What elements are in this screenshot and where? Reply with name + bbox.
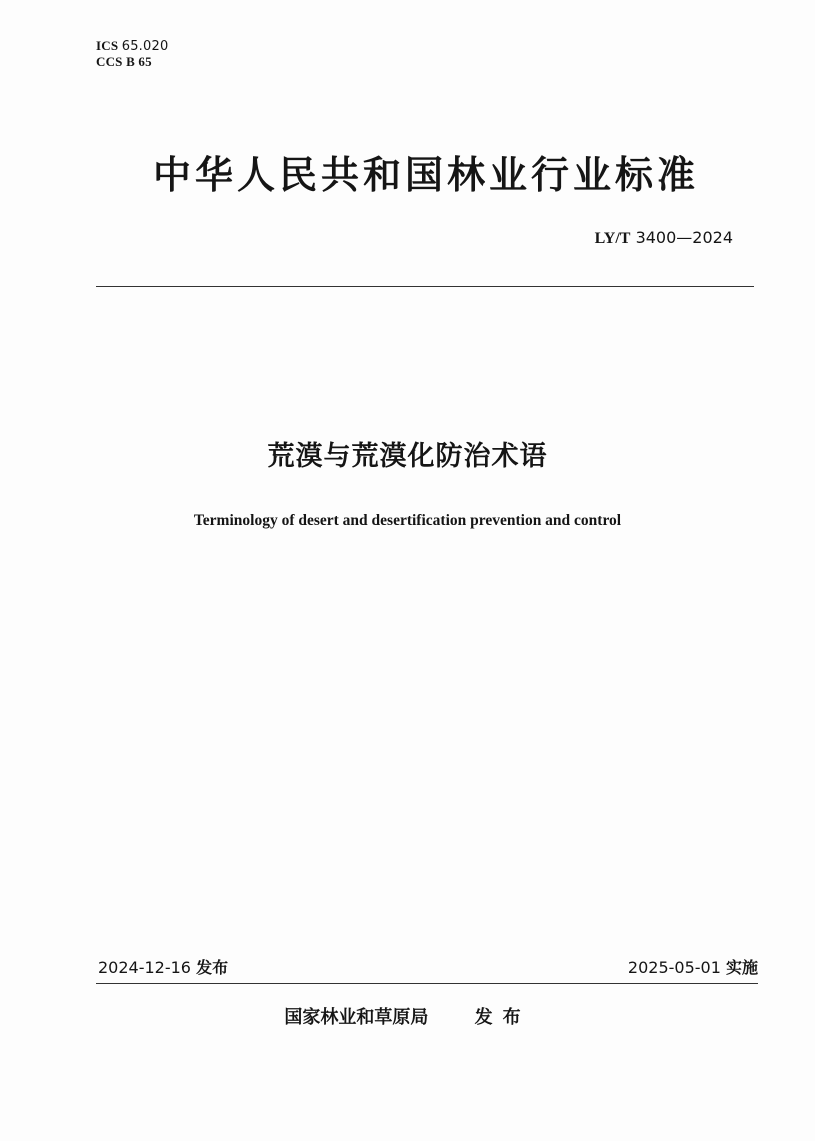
- issue-date-line: [98, 957, 228, 979]
- implement-date-line: [628, 957, 758, 979]
- publisher-action: 发布: [474, 1007, 531, 1028]
- publisher-line: [0, 1005, 815, 1031]
- bottom-divider: [96, 983, 758, 984]
- ccs-label: CCS: [96, 54, 123, 69]
- publisher-name: 国家林业和草原局: [284, 1007, 429, 1028]
- standard-number: [595, 228, 733, 248]
- standard-number-prefix: LY/T: [594, 230, 631, 247]
- document-title-en: Terminology of desert and desertification prevention and control: [193, 512, 622, 529]
- issue-label: 发布: [196, 958, 229, 977]
- document-title-cn: 荒漠与荒漠化防治术语: [267, 441, 548, 472]
- ics-value: 65.020: [121, 39, 169, 54]
- implement-date: 2025-05-01: [627, 958, 721, 977]
- ccs-value: B 65: [126, 54, 152, 69]
- top-divider: [96, 286, 754, 287]
- ccs-code: [96, 54, 168, 69]
- standard-title: 中华人民共和国林业行业标准: [152, 153, 699, 197]
- ics-code: [96, 38, 168, 54]
- ics-label: ICS: [96, 38, 119, 53]
- classification-codes: [96, 38, 168, 69]
- standard-number-value: 3400—2024: [635, 228, 733, 247]
- issue-date: 2024-12-16: [98, 958, 191, 977]
- implement-label: 实施: [725, 958, 758, 977]
